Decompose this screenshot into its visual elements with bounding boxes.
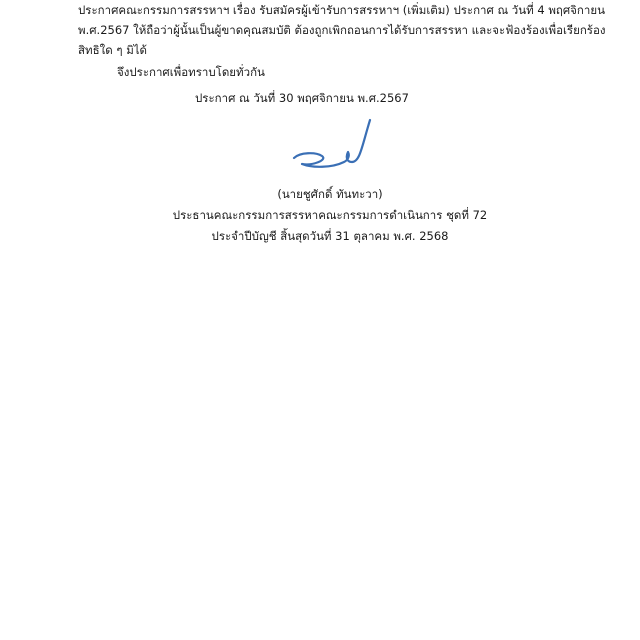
signer-position: ประธานคณะกรรมการสรรหาคณะกรรมการดำเนินการ ชุดที่ 72 <box>172 208 488 222</box>
body-paragraph <box>78 0 606 60</box>
signature-stroke <box>294 120 370 167</box>
paragraph-line-2: พ.ศ.2567 ให้ถือว่าผู้นั้นเป็นผู้ขาดคุณสมบัติ ต้องถูกเพิกถอนการได้รับการสรรหา และจะฟ้องร้องเพื่อเรียกร้อง <box>78 23 606 37</box>
signer-term: ประจำปีบัญชี สิ้นสุดวันที่ 31 ตุลาคม พ.ศ. 2568 <box>211 229 449 243</box>
notice-line: จึงประกาศเพื่อทราบโดยทั่วกัน <box>117 65 265 79</box>
paragraph-line-1: ประกาศคณะกรรมการสรรหาฯ เรื่อง รับสมัครผู้เข้ารับการสรรหาฯ (เพิ่มเติม) ประกาศ ณ วันที่ 4 พฤศจิกายน <box>78 3 605 17</box>
handwritten-signature <box>288 116 378 176</box>
paragraph-line-3: สิทธิใด ๆ มิได้ <box>78 43 148 57</box>
dated-line: ประกาศ ณ วันที่ 30 พฤศจิกายน พ.ศ.2567 <box>195 91 409 105</box>
signer-name: (นายชูศักดิ์ ทันทะวา) <box>277 187 383 201</box>
signer-block <box>150 184 510 247</box>
